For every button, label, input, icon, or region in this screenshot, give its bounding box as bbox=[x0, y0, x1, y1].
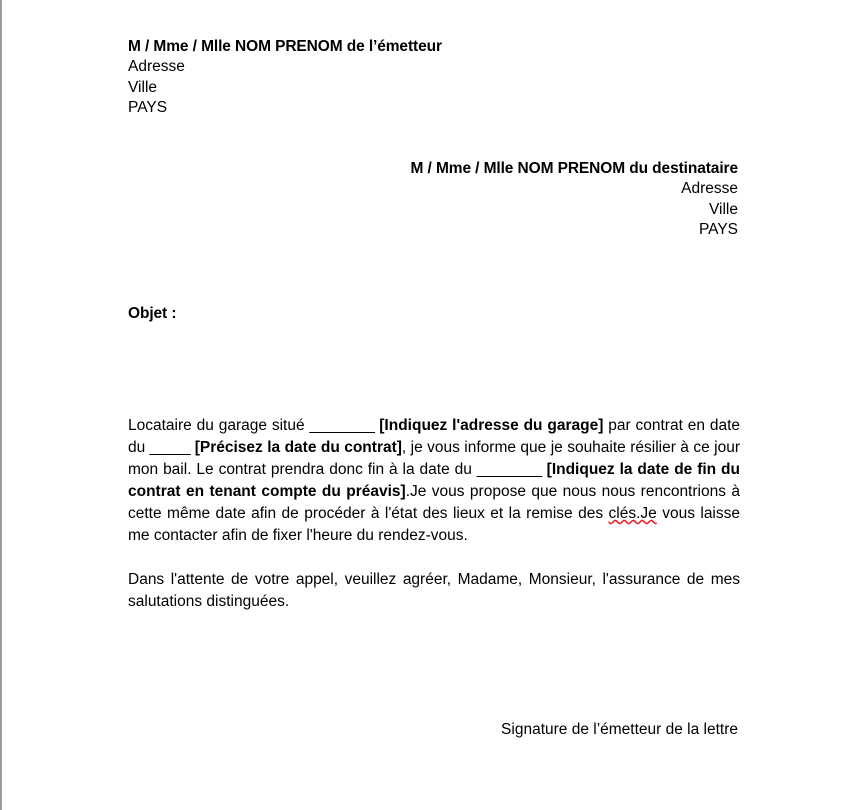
sender-name-line: M / Mme / Mlle NOM PRENOM de l’émetteur bbox=[128, 38, 442, 55]
blank-field-contract-date: _____ bbox=[149, 439, 191, 456]
body-text-segment: , je vous informe que je souhaite résilier à ce jour mon bail. Le contrat prendra donc fin à la date du bbox=[128, 439, 740, 478]
recipient-name-line: M / Mme / Mlle NOM PRENOM du destinataire bbox=[410, 160, 738, 177]
sender-country-line: PAYS bbox=[128, 99, 168, 116]
recipient-city-line: Ville bbox=[708, 200, 738, 218]
sender-address-block bbox=[128, 36, 738, 119]
body-text-segment: Locataire du garage situé bbox=[128, 417, 310, 434]
body-text-segment: .Je vous propose que nous nous rencontrions à cette même date afin de procéder à l'état des lieux et la remise des bbox=[128, 483, 740, 522]
instruction-contract-date: [Précisez la date du contrat] bbox=[194, 439, 402, 456]
instruction-end-date: [Indiquez la date de fin du contrat en tenant compte du préavis] bbox=[128, 461, 740, 500]
recipient-address-line: Adresse bbox=[681, 180, 738, 197]
sender-city-line: Ville bbox=[128, 78, 158, 96]
sender-address-line: Adresse bbox=[128, 58, 185, 75]
body-paragraph-1 bbox=[128, 415, 740, 547]
body-paragraph-2: Dans l'attente de votre appel, veuillez agréer, Madame, Monsieur, l'assurance de mes salutations distinguées. bbox=[128, 571, 740, 610]
recipient-address-block bbox=[128, 158, 738, 241]
spellcheck-flagged-word: clés.Je bbox=[608, 505, 657, 522]
body-text-segment: par contrat en date du bbox=[128, 417, 740, 456]
blank-field-end-date: ________ bbox=[476, 461, 542, 478]
recipient-country-line: PAYS bbox=[698, 221, 738, 238]
body-text-segment: vous laisse me contacter afin de fixer l'heure du rendez-vous. bbox=[128, 505, 740, 544]
instruction-garage-address: [Indiquez l'adresse du garage] bbox=[379, 417, 604, 434]
signature-line: Signature de l’émetteur de la lettre bbox=[501, 721, 738, 738]
letter-body bbox=[128, 415, 740, 613]
blank-field-garage-address: ________ bbox=[309, 417, 375, 434]
subject-label: Objet : bbox=[128, 305, 177, 322]
subject-line bbox=[128, 305, 176, 323]
